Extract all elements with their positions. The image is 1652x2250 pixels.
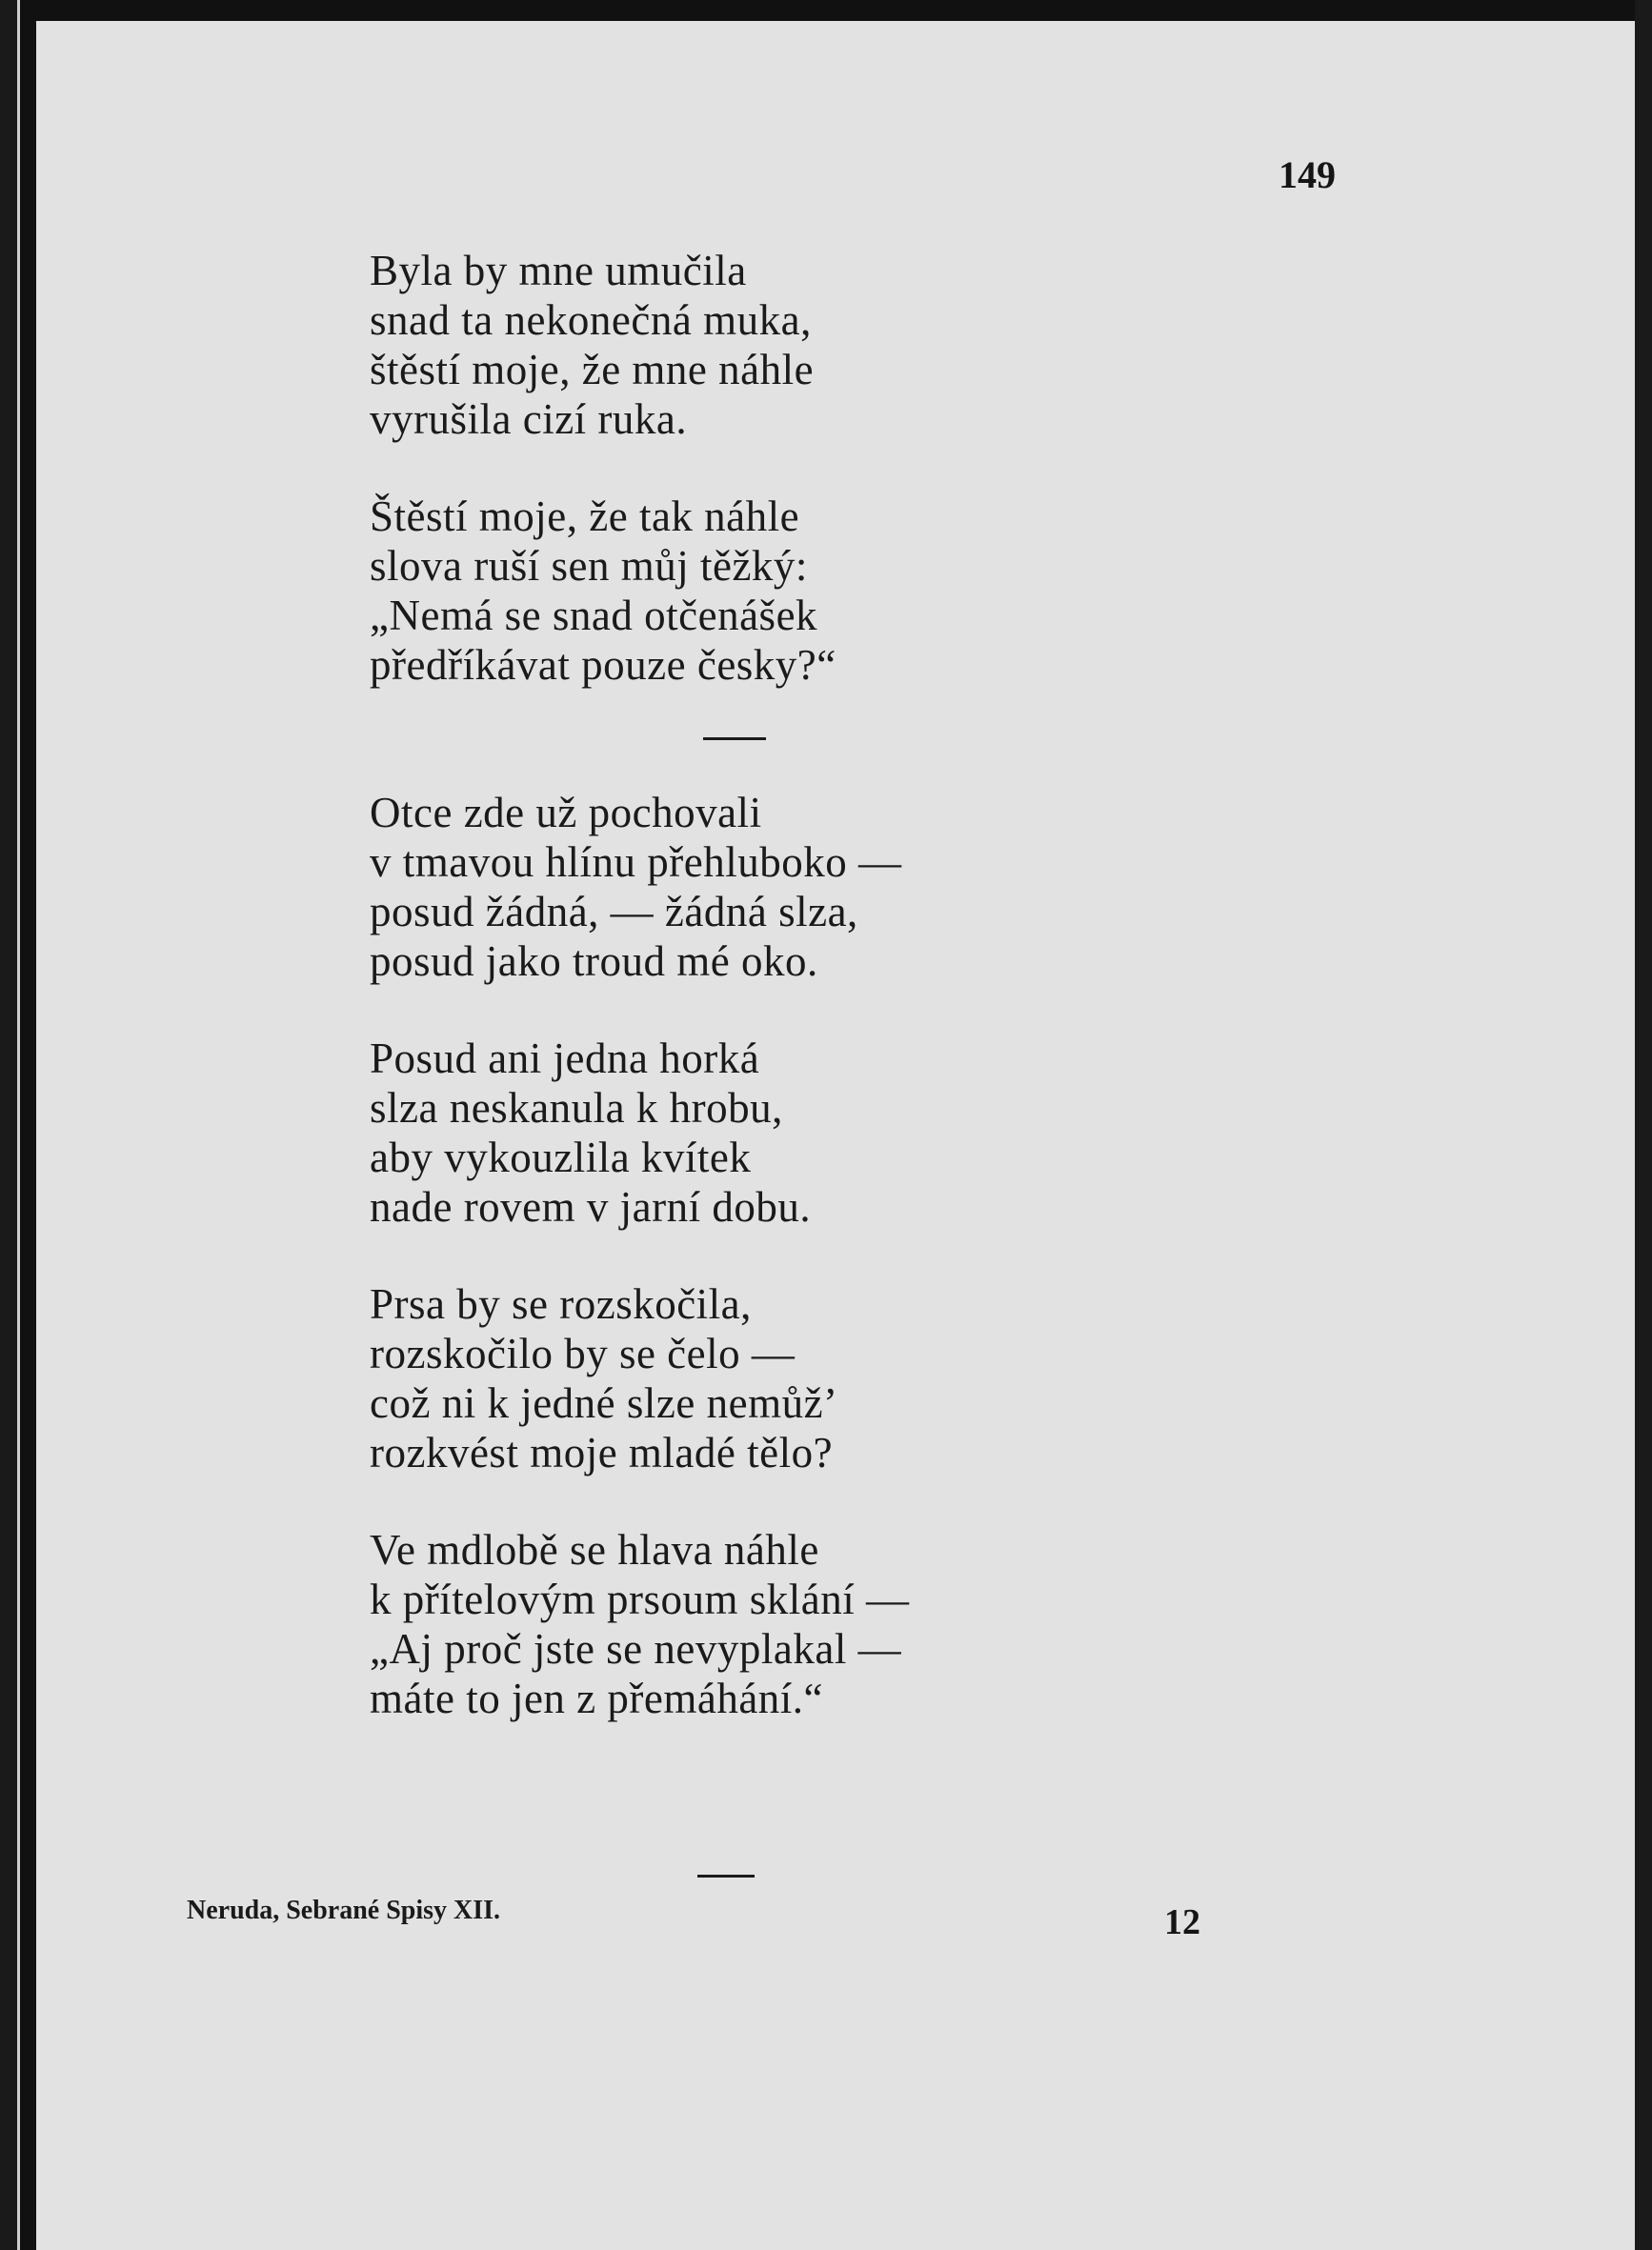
poem-line: slova ruší sen můj těžký: bbox=[370, 542, 808, 590]
poem-line: štěstí moje, že mne náhle bbox=[370, 346, 815, 393]
poem-line: Otce zde už pochovali bbox=[370, 789, 762, 836]
poem-line: což ni k jedné slze nemůž’ bbox=[370, 1379, 838, 1427]
poem-line: k přítelovým prsoum sklání — bbox=[370, 1576, 910, 1623]
poem-line: Prsa by se rozskočila, bbox=[370, 1280, 752, 1328]
poem-line: posud žádná, — žádná slza, bbox=[370, 888, 858, 935]
signature-mark: 12 bbox=[1164, 1902, 1200, 1942]
poem-line: Posud ani jedna horká bbox=[370, 1035, 760, 1082]
poem-line: Ve mdlobě se hlava náhle bbox=[370, 1526, 819, 1574]
stanza bbox=[370, 1279, 909, 1477]
poem-line: snad ta nekonečná muka, bbox=[370, 296, 812, 344]
scan-right-edge bbox=[1635, 0, 1652, 2250]
poem-line: vyrušila cizí ruka. bbox=[370, 395, 688, 443]
closing-divider bbox=[697, 1875, 755, 1878]
stanza bbox=[370, 1034, 909, 1232]
poem-line: rozkvést moje mladé tělo? bbox=[370, 1429, 834, 1477]
poem-line: Štěstí moje, že tak náhle bbox=[370, 492, 800, 540]
section-divider bbox=[703, 737, 766, 740]
poem-line: „Aj proč jste se nevyplakal — bbox=[370, 1625, 902, 1673]
poem-line: posud jako troud mé oko. bbox=[370, 937, 818, 985]
stanza bbox=[370, 788, 909, 986]
poem bbox=[370, 246, 909, 1723]
stanza bbox=[370, 246, 909, 444]
poem-line: předříkávat pouze česky?“ bbox=[370, 641, 836, 689]
stanza bbox=[370, 1525, 909, 1723]
page-number: 149 bbox=[1279, 153, 1336, 196]
poem-line: slza neskanula k hrobu, bbox=[370, 1084, 783, 1132]
poem-line: Byla by mne umučila bbox=[370, 247, 747, 294]
poem-line: „Nemá se snad otčenášek bbox=[370, 592, 818, 639]
poem-line: máte to jen z přemáhání.“ bbox=[370, 1675, 824, 1722]
poem-line: rozskočilo by se čelo — bbox=[370, 1330, 796, 1377]
poem-line: v tmavou hlínu přehluboko — bbox=[370, 838, 902, 886]
footer-author-line: Neruda, Sebrané Spisy XII. bbox=[187, 1896, 501, 1925]
poem-line: nade rovem v jarní dobu. bbox=[370, 1183, 812, 1231]
poem-line: aby vykouzlila kvítek bbox=[370, 1134, 752, 1181]
scan-left-edge bbox=[0, 0, 20, 2250]
stanza bbox=[370, 492, 909, 690]
